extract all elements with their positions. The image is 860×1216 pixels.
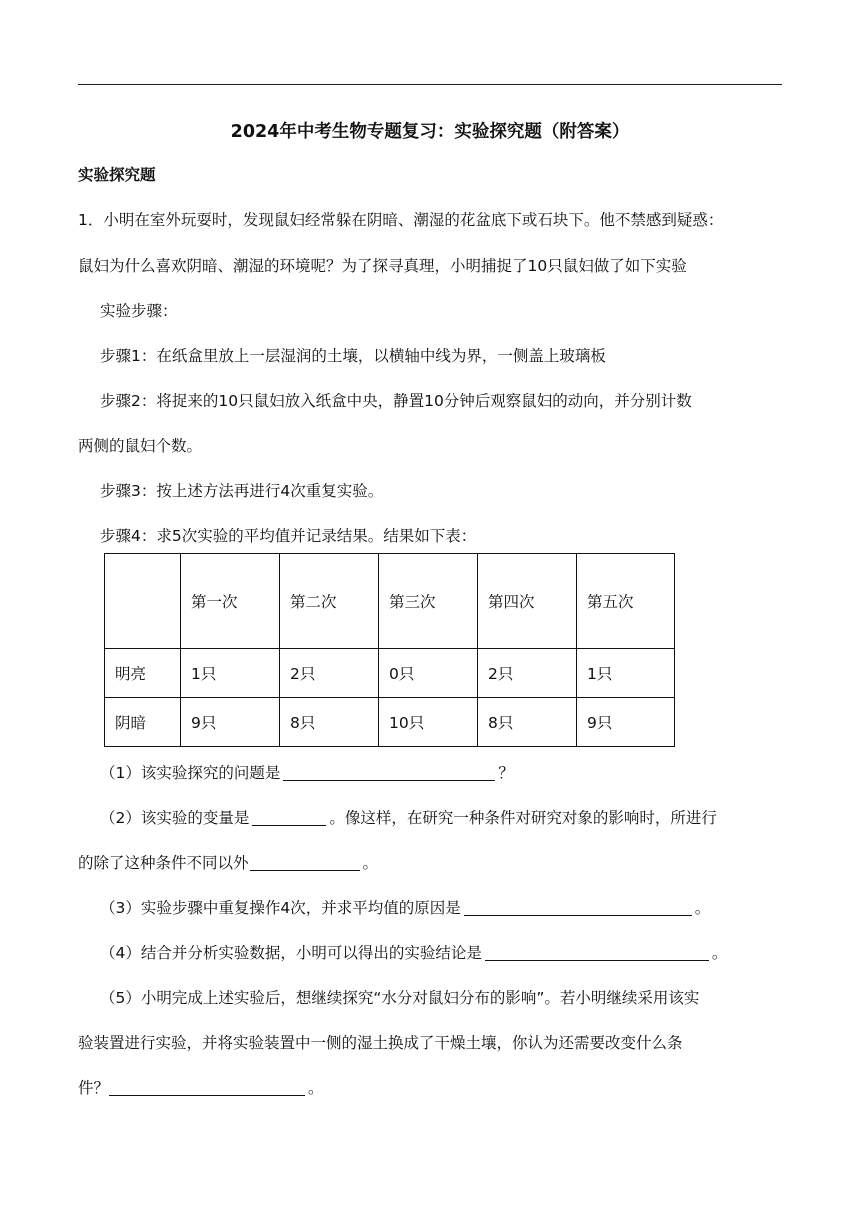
subquestion-2-line2-text: 的除了这种条件不同以外 xyxy=(78,854,249,872)
step-4: 步骤4：求5次实验的平均值并记录结果。结果如下表： xyxy=(100,527,477,545)
table-cell: 1只 xyxy=(181,649,280,698)
table-cell: 明亮 xyxy=(105,649,181,698)
subquestion-2-text: （2）该实验的变量是 xyxy=(100,809,250,827)
step-2-line1: 步骤2：将捉来的10只鼠妇放入纸盒中央，静置10分钟后观察鼠妇的动向，并分别计数 xyxy=(100,392,692,410)
table-row xyxy=(105,698,675,747)
subquestion-3-text: （3）实验步骤中重复操作4次，并求平均值的原因是 xyxy=(100,899,461,917)
subquestion-4-end: 。 xyxy=(711,944,728,962)
answer-blank-2a[interactable] xyxy=(252,811,326,826)
table-header-row xyxy=(105,554,675,649)
subquestion-3-end: 。 xyxy=(694,899,711,917)
step-2-line2: 两侧的鼠妇个数。 xyxy=(78,437,203,455)
subquestion-5-line3-text: 件？ xyxy=(78,1079,110,1097)
table-cell: 0只 xyxy=(379,649,478,698)
answer-blank-3[interactable] xyxy=(464,901,692,916)
table-cell: 9只 xyxy=(181,698,280,747)
table-header-cell: 第二次 xyxy=(280,554,379,649)
table-cell: 2只 xyxy=(280,649,379,698)
subquestion-5-line1: （5）小明完成上述实验后，想继续探究“水分对鼠妇分布的影响”。若小明继续采用该实 xyxy=(100,989,700,1007)
subquestion-1-end: ？ xyxy=(498,764,514,782)
answer-blank-4[interactable] xyxy=(485,946,709,961)
subquestion-5-line2: 验装置进行实验，并将实验装置中一侧的湿土换成了干燥土壤，你认为还需要改变什么条 xyxy=(78,1034,683,1052)
subquestion-3 xyxy=(100,896,710,918)
table-cell: 1只 xyxy=(577,649,675,698)
table-cell: 阴暗 xyxy=(105,698,181,747)
header-rule xyxy=(78,84,782,85)
subquestion-4-text: （4）结合并分析实验数据，小明可以得出的实验结论是 xyxy=(100,944,482,962)
steps-heading: 实验步骤： xyxy=(100,302,178,320)
subquestion-1 xyxy=(100,761,514,783)
question-intro-line1: 1．小明在室外玩耍时，发现鼠妇经常躲在阴暗、潮湿的花盆底下或石块下。他不禁感到疑惑： xyxy=(78,211,724,229)
table-header-cell xyxy=(105,554,181,649)
answer-blank-1[interactable] xyxy=(283,766,495,781)
section-heading: 实验探究题 xyxy=(78,166,156,184)
table-cell: 10只 xyxy=(379,698,478,747)
results-table xyxy=(104,553,675,747)
table-cell: 8只 xyxy=(280,698,379,747)
answer-blank-5[interactable] xyxy=(109,1081,305,1096)
subquestion-4 xyxy=(100,941,727,963)
step-3: 步骤3：按上述方法再进行4次重复实验。 xyxy=(100,482,384,500)
table-header-cell: 第四次 xyxy=(478,554,577,649)
subquestion-2 xyxy=(100,806,717,828)
subquestion-2-text-cont: 。像这样，在研究一种条件对研究对象的影响时，所进行 xyxy=(329,809,717,827)
subquestion-5-line3 xyxy=(78,1076,324,1098)
table-header-cell: 第一次 xyxy=(181,554,280,649)
answer-blank-2b[interactable] xyxy=(250,856,360,871)
subquestion-2-line2-end: 。 xyxy=(362,854,379,872)
table-cell: 8只 xyxy=(478,698,577,747)
table-row xyxy=(105,649,675,698)
table-header-cell: 第五次 xyxy=(577,554,675,649)
question-intro-line2: 鼠妇为什么喜欢阴暗、潮湿的环境呢？为了探寻真理，小明捕捉了10只鼠妇做了如下实验 xyxy=(78,257,687,275)
subquestion-1-text: （1）该实验探究的问题是 xyxy=(100,764,281,782)
table-header-cell: 第三次 xyxy=(379,554,478,649)
step-1: 步骤1：在纸盒里放上一层湿润的土壤，以横轴中线为界，一侧盖上玻璃板 xyxy=(100,347,606,365)
subquestion-2-line2 xyxy=(78,851,378,873)
table-cell: 9只 xyxy=(577,698,675,747)
subquestion-5-end: 。 xyxy=(308,1079,324,1097)
page-title: 2024年中考生物专题复习：实验探究题（附答案） xyxy=(230,122,630,142)
table-cell: 2只 xyxy=(478,649,577,698)
